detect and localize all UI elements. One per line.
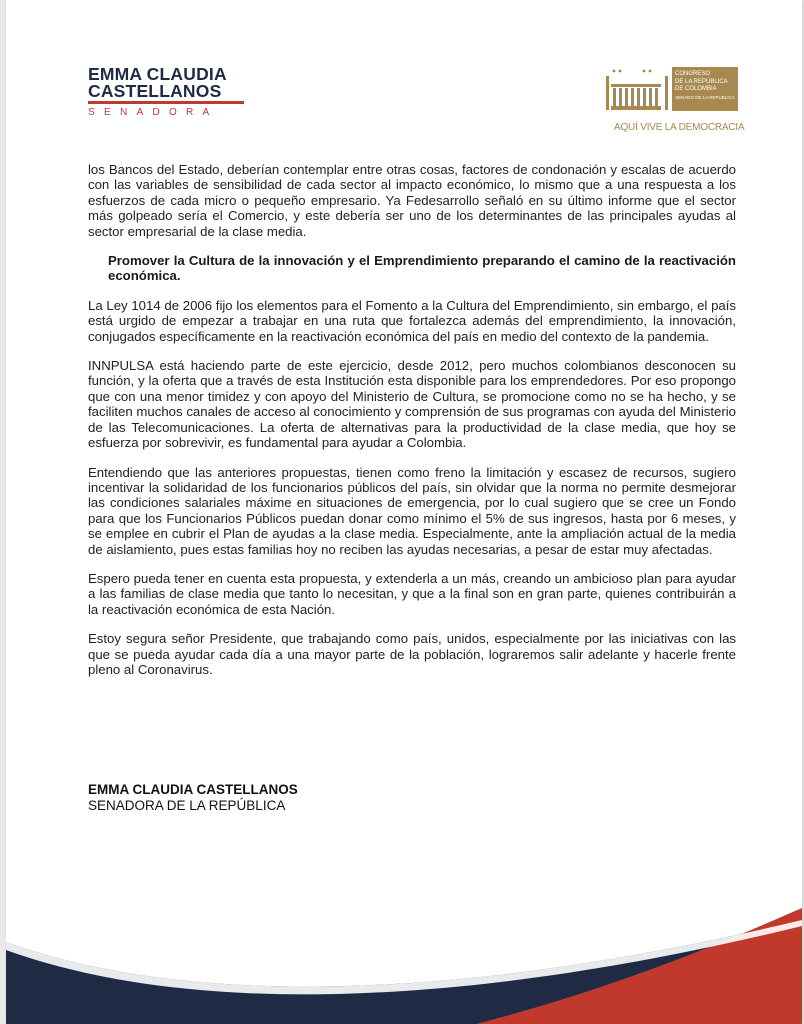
congress-line1: CONGRESO [675,71,711,77]
congress-line2: DE LA REPÚBLICA [675,78,728,85]
logo-last-name: CASTELLANOS [88,81,222,101]
paragraph-4: Entendiendo que las anteriores propuestas, tienen como freno la limitación y escasez de recursos, sugiero incentivar la solidaridad de los funcionarios públicos del país, sin olvidar que la norma no permite desmejorar las condiciones salariales máxime en situaciones de emergencia, por lo cual sugiero que se cree un Fondo para que los Funcionarios Públicos puedan donar como mínimo el 5% de sus ingresos, hasta por 6 meses, y se emplee en cubrir el Plan de ayudas a la clase media. Especialmente, ante la ampliación actual de la media de aislamiento, pues estas familias hoy no reciben las ayudas necesarias, a pesar de estar muy afectadas. [88,464,736,557]
congress-label-box [672,67,738,111]
paragraph-6: Estoy segura señor Presidente, que trabajando como país, unidos, especialmente por las iniciativas con las que se pueda ayudar cada día a una mayor parte de la población, lograremos salir adelante y hacerle frente pleno al Coronavirus. [88,631,736,677]
senator-logo [88,66,258,118]
signature-block [88,782,488,814]
congress-line3: DE COLOMBIA [675,86,717,92]
document-page [6,0,802,1024]
section-heading: Promover la Cultura de la innovación y el Emprendimiento preparando el camino de la reactivación económica. [108,253,736,284]
signature-name: EMMA CLAUDIA CASTELLANOS [88,782,298,797]
capitol-building-icon [602,66,672,112]
logo-red-bar [88,101,244,104]
paragraph-2: La Ley 1014 de 2006 fijo los elementos para el Fomento a la Cultura del Emprendimiento, sin embargo, el país está urgido de empezar a trabajar en una ruta que fortalezca además del emprendimiento, la innovación, conjugados específicamente en la reactivación económica del país en medio del contexto de la pandemia. [88,297,736,344]
logo-subtitle: SENADORA [88,107,219,118]
footer-wave-decoration [6,880,802,1024]
paragraph-5: Espero pueda tener en cuenta esta propuesta, y extenderla a un más, creando un ambicioso plan para ayudar a las familias de clase media que tanto lo necesitan, y que a la final son en gran parte, quienes contribuirán a la reactivación económica de esta Nación. [88,570,736,617]
paragraph-1: los Bancos del Estado, deberían contemplar entre otras cosas, factores de condonación y escalas de acuerdo con las variables de sensibilidad de cada sector al impacto económico, lo mismo que a una respuesta a los esfuerzos de cada micro o pequeño empresario. Ya Fedesarrollo señaló en su último informe que el sector más golpeado sería el Comercio, y este debería ser uno de los determinantes de las principales ayudas al sector empresarial de la clase media. [88,162,736,239]
congress-logo [602,66,752,133]
letter-body [88,162,736,691]
paragraph-3: INNPULSA está haciendo parte de este ejercicio, desde 2012, pero muchos colombianos desconocen su función, y la oferta que a través de esta Institución esta disponible para los emprendedores. Por eso propongo que con una menor timidez y con apoyo del Ministerio de Cultura, se promocione como no se ha hecho, y se faciliten muchos canales de acceso al conocimiento y comprensión de sus programas con ayuda del Ministerio de las Telecomunicaciones. La oferta de alternativas para la productividad de la clase media, que hoy se esfuerza por sobrevivir, es fundamental para ayudar a Colombia. [88,358,736,451]
congress-emblem [602,66,752,112]
congress-line4: SENADO DE LA REPÚBLICA [675,94,735,100]
congress-motto: AQUÍ VIVE LA DEMOCRACIA [614,122,745,133]
logo-first-name: EMMA CLAUDIA [88,64,227,84]
signature-title: SENADORA DE LA REPÚBLICA [88,798,286,813]
